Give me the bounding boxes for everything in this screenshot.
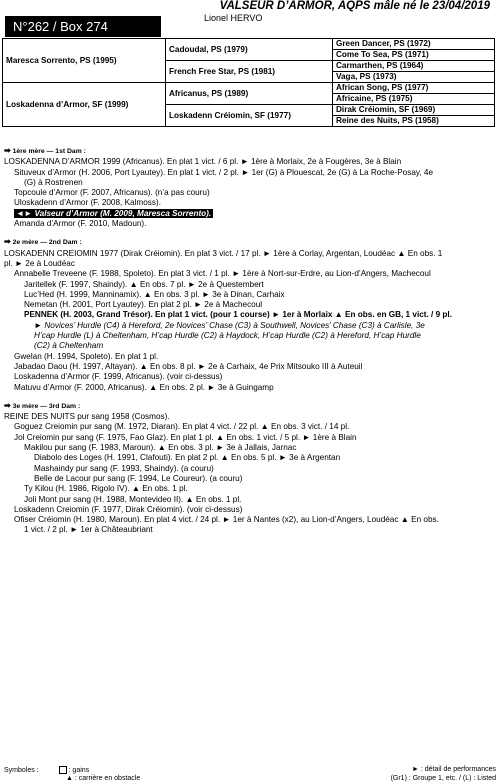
- dam-2-entry: LOSKADENN CREIOMIN 1977 (Dirak Créiomin). En plat 3 vict. / 17 pl. ► 1ère à Corlay, Argentan, Loudéac ▲ En obs. 1: [4, 248, 443, 258]
- offspring-entry: Annabelle Treveene (F. 1988, Spoleto). En plat 3 vict. / 1 pl. ► 1ère à Nort-sur-Erdre, au Lion-d’Angers, Machecoul: [14, 269, 431, 279]
- offspring-entry-cont: (C2) à Cheltenham: [34, 341, 104, 351]
- offspring-entry: Jol Creiomin pur sang (F. 1975, Fao Glaz). En plat 1 pl. ▲ En obs. 1 vict. / 5 pl. ► 1ère à Blain: [14, 432, 357, 442]
- offspring-entry: Jabadao Daou (H. 1997, Altayan). ▲ En obs. 8 pl. ► 2e à Carhaix, 4e Prix Mitsouko III à Auteuil: [14, 361, 363, 371]
- pedigree-table: [2, 38, 495, 127]
- arrow-right-icon: ➡: [4, 237, 11, 247]
- offspring-entry-cont: (G) à Rostrenen: [24, 177, 83, 187]
- pedigree-gen2-4: Loskadenn Créiomin, SF (1977): [166, 105, 333, 127]
- offspring-entry: Loskadenna d’Armor (F. 1999, Africanus). (voir ci-dessus): [14, 372, 223, 382]
- owner-name: Lionel HERVO: [204, 13, 263, 23]
- dam-3-entry: REINE DES NUITS pur sang 1958 (Cosmos).: [4, 412, 170, 422]
- pedigree-gen2-2: French Free Star, PS (1981): [166, 61, 333, 83]
- offspring-entry: Topcoule d’Armor (F. 2007, Africanus). (n’a pas couru): [14, 188, 210, 198]
- pedigree-gen2-3: Africanus, PS (1989): [166, 83, 333, 105]
- horse-title: VALSEUR D’ARMOR, AQPS mâle né le 23/04/2019: [219, 0, 490, 12]
- offspring-entry: Luc’Hed (H. 1999, Manninamix). ▲ En obs. 3 pl. ► 3e à Dinan, Carhaix: [24, 289, 285, 299]
- pedigree-gen3-8: Reine des Nuits, PS (1958): [333, 116, 495, 127]
- section-heading-2nd-dam: ➡ 2e mère — 2nd Dam :: [4, 237, 82, 247]
- pedigree-gen3-6: Africaine, PS (1975): [333, 94, 495, 105]
- legend-gains: : gains: [68, 766, 90, 774]
- offspring-entry: Belle de Lacour pur sang (F. 1994, Le Coureur). (a couru): [34, 473, 243, 483]
- pedigree-gen2-1: Cadoudal, PS (1979): [166, 39, 333, 61]
- offspring-entry: Ofiser Créiomin (H. 1980, Maroun). En plat 4 vict. / 24 pl. ► 1er à Nantes (x2), au Lion-d’Angers, Loudéac ▲ En obs.: [14, 515, 439, 525]
- offspring-entry: Mashaindy pur sang (F. 1993, Shaindy). (a couru): [34, 463, 214, 473]
- legend-row-1: Symboles : : gains ► : détail de performances: [4, 766, 496, 774]
- legend-row-2: [4, 775, 496, 783]
- legend-performances: ► : détail de performances: [412, 766, 496, 773]
- pedigree-gen3-4: Vaga, PS (1973): [333, 72, 495, 83]
- dam-1-entry: LOSKADENNA D’ARMOR 1999 (Africanus). En plat 1 vict. / 6 pl. ► 1ère à Morlaix, 2e à Fougères, 3e à Blain: [4, 157, 402, 167]
- lot-box-number: N°262 / Box 274: [5, 16, 161, 37]
- offspring-entry: Makilou pur sang (F. 1983, Maroun). ▲ En obs. 3 pl. ► 3e à Jallais, Jarnac: [24, 443, 297, 453]
- legend-groups: (Gr1) : Groupe 1, etc. / (L) : Listed: [390, 774, 496, 782]
- arrow-right-icon: ➡: [4, 146, 11, 155]
- pedigree-gen3-2: Come To Sea, PS (1971): [333, 50, 495, 61]
- offspring-entry: Amanda d’Armor (F. 2010, Madoun).: [14, 219, 147, 229]
- pedigree-dam: Loskadenna d’Armor, SF (1999): [3, 83, 166, 127]
- offspring-entry: Situveux d’Armor (H. 2006, Port Lyautey). En plat 1 vict. / 2 pl. ► 1er (G) à Plouescat, 2e (G) à La Roche-Posay, 4e: [14, 167, 434, 177]
- offspring-entry: Nemetan (H. 2001, Port Lyautey). En plat 2 pl. ► 2e à Machecoul: [24, 300, 263, 310]
- offspring-entry-cont: H’cap Hurdle (L) à Cheltenham, H’cap Hurdle (C2) à Haydock, H’cap Hurdle (C2) à Hereford, H’cap Hurdle: [34, 331, 421, 341]
- pedigree-gen3-3: Carmarthen, PS (1964): [333, 61, 495, 72]
- offspring-entry-highlighted: [4, 209, 496, 219]
- section-heading-3rd-dam: ➡ 3e mère — 3rd Dam :: [4, 400, 81, 410]
- offspring-entry: Gwelan (H. 1994, Spoleto). En plat 1 pl.: [14, 351, 159, 361]
- offspring-entry: Ty Kilou (H. 1986, Rigolo IV). ▲ En obs. 1 pl.: [24, 484, 188, 494]
- dam-2-entry-cont: pl. ► 2e à Loudéac: [4, 258, 75, 268]
- pedigree-sire: Maresca Sorrento, PS (1995): [3, 39, 166, 83]
- section-heading-1st-dam: ➡ 1ère mère — 1st Dam :: [4, 146, 86, 155]
- offspring-entry: Loskadenn Creiomin (F. 1977, Dirak Créiomin). (voir ci-dessus): [14, 504, 243, 514]
- current-horse-highlight: ◄► Valseur d’Armor (M. 2009, Maresca Sorrento).: [16, 208, 212, 218]
- offspring-entry: Matuvu d’Armor (F. 2000, Africanus). ▲ En obs. 2 pl. ► 3e à Guingamp: [14, 382, 274, 392]
- legend-obstacle: ▲ : carrière en obstacle: [66, 774, 141, 782]
- offspring-entry: Goguez Creiomin pur sang (M. 1972, Diaran). En plat 4 vict. / 22 pl. ▲ En obs. 3 vict. / 14 pl.: [14, 422, 350, 432]
- offspring-entry: Jaritellek (F. 1997, Shaindy). ▲ En obs. 7 pl. ► 2e à Questembert: [24, 279, 264, 289]
- offspring-entry: Diabolo des Loges (H. 1991, Clafouti). En plat 2 pl. ▲ En obs. 5 pl. ► 3e à Argentan: [34, 453, 341, 463]
- offspring-entry-cont: 1 vict. / 2 pl. ► 1er à Châteaubriant: [24, 525, 153, 535]
- pedigree-gen3-1: Green Dancer, PS (1972): [333, 39, 495, 50]
- offspring-entry: Uloskadenn d’Armor (F. 2008, Kalmoss).: [14, 198, 161, 208]
- offspring-entry: PENNEK (H. 2003, Grand Trésor). En plat 1 vict. (pour 1 course) ► 1er à Morlaix ▲ En obs. en GB, 1 vict. / 9 pl.: [24, 310, 452, 320]
- dam-line-body: [4, 143, 496, 536]
- offspring-entry-cont: ► Novices’ Hurdle (C4) à Hereford, 2e Novices’ Chase (C3) à Southwell, Novices’ Chase (C3) à Carlisle, 3e: [34, 320, 425, 330]
- pedigree-gen3-7: Dirak Créiomin, SF (1969): [333, 105, 495, 116]
- arrow-right-icon: ➡: [4, 400, 11, 410]
- symbols-legend: [4, 766, 496, 783]
- gains-square-icon: [59, 766, 67, 774]
- offspring-entry: Joli Mont pur sang (H. 1988, Montevideo II). ▲ En obs. 1 pl.: [24, 494, 242, 504]
- pedigree-gen3-5: African Song, PS (1977): [333, 83, 495, 94]
